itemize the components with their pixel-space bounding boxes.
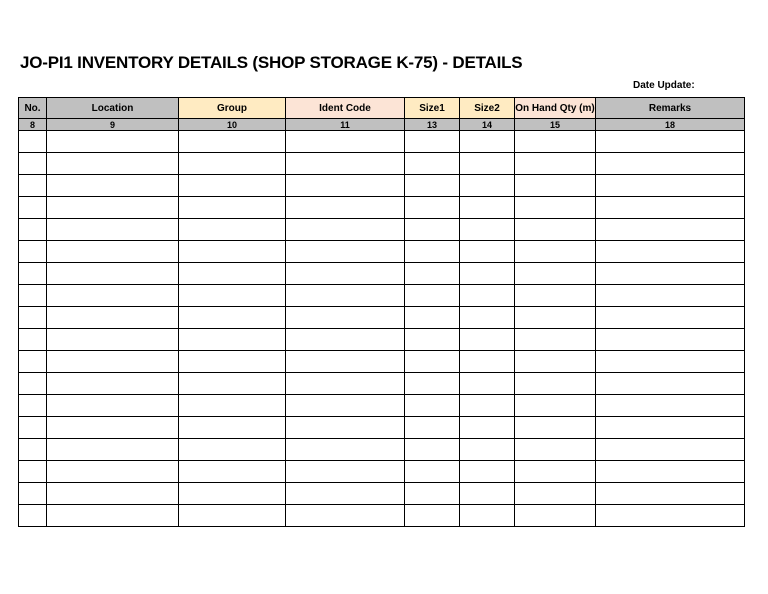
- table-row: [19, 197, 745, 219]
- table-cell: [515, 483, 596, 505]
- table-cell: [47, 197, 179, 219]
- table-cell: [19, 197, 47, 219]
- table-cell: [460, 483, 515, 505]
- table-row: [19, 131, 745, 153]
- table-cell: [286, 219, 405, 241]
- table-row: [19, 153, 745, 175]
- table-cell: [19, 263, 47, 285]
- table-cell: [460, 153, 515, 175]
- table-cell: [179, 373, 286, 395]
- table-cell: [460, 417, 515, 439]
- table-cell: [405, 483, 460, 505]
- column-header-on-hand-qty: On Hand Qty (m): [515, 98, 596, 119]
- table-row: [19, 505, 745, 527]
- table-body: [19, 131, 745, 527]
- table-cell: [515, 417, 596, 439]
- table-cell: [515, 219, 596, 241]
- table-cell: [286, 175, 405, 197]
- column-number-row: [19, 119, 745, 131]
- table-cell: [286, 483, 405, 505]
- table-cell: [286, 439, 405, 461]
- table-cell: [286, 329, 405, 351]
- table-row: [19, 373, 745, 395]
- table-cell: [286, 241, 405, 263]
- table-cell: [19, 439, 47, 461]
- table-cell: [47, 461, 179, 483]
- table-cell: [286, 285, 405, 307]
- header-row: [19, 98, 745, 119]
- table-cell: [47, 395, 179, 417]
- column-number-group: 10: [179, 119, 286, 131]
- table-cell: [596, 285, 745, 307]
- table-row: [19, 417, 745, 439]
- table-cell: [405, 263, 460, 285]
- table-cell: [286, 461, 405, 483]
- column-number-remarks: 18: [596, 119, 745, 131]
- table-cell: [179, 461, 286, 483]
- page-title: JO-PI1 INVENTORY DETAILS (SHOP STORAGE K-75) - DETAILS: [20, 53, 523, 72]
- table-cell: [405, 175, 460, 197]
- table-cell: [405, 285, 460, 307]
- date-update-label: Date Update:: [633, 80, 695, 91]
- table-cell: [596, 417, 745, 439]
- table-cell: [47, 483, 179, 505]
- table-cell: [19, 395, 47, 417]
- table-cell: [460, 285, 515, 307]
- column-number-size2: 14: [460, 119, 515, 131]
- table-cell: [460, 197, 515, 219]
- column-number-location: 9: [47, 119, 179, 131]
- table-cell: [515, 307, 596, 329]
- table-cell: [405, 395, 460, 417]
- table-cell: [596, 175, 745, 197]
- table-cell: [47, 351, 179, 373]
- table-cell: [47, 131, 179, 153]
- table-cell: [596, 483, 745, 505]
- table-cell: [460, 395, 515, 417]
- table-cell: [460, 131, 515, 153]
- table-cell: [460, 241, 515, 263]
- table-cell: [179, 505, 286, 527]
- column-number-size1: 13: [405, 119, 460, 131]
- table-cell: [286, 197, 405, 219]
- table-cell: [405, 461, 460, 483]
- table-cell: [405, 439, 460, 461]
- table-cell: [19, 285, 47, 307]
- table-cell: [515, 153, 596, 175]
- table-cell: [179, 395, 286, 417]
- table-cell: [19, 241, 47, 263]
- table-cell: [596, 351, 745, 373]
- table-cell: [47, 219, 179, 241]
- table-cell: [460, 351, 515, 373]
- table-cell: [179, 307, 286, 329]
- table-cell: [47, 263, 179, 285]
- table-cell: [460, 461, 515, 483]
- column-header-group: Group: [179, 98, 286, 119]
- table-cell: [179, 483, 286, 505]
- table-cell: [286, 263, 405, 285]
- table-cell: [515, 285, 596, 307]
- table-cell: [515, 197, 596, 219]
- table-cell: [47, 329, 179, 351]
- table-row: [19, 241, 745, 263]
- table-cell: [179, 417, 286, 439]
- table-cell: [286, 505, 405, 527]
- table-cell: [286, 153, 405, 175]
- table-cell: [515, 175, 596, 197]
- table-cell: [19, 461, 47, 483]
- table-cell: [286, 307, 405, 329]
- table-cell: [405, 307, 460, 329]
- table-row: [19, 329, 745, 351]
- table-cell: [515, 505, 596, 527]
- table-cell: [460, 329, 515, 351]
- table-cell: [405, 329, 460, 351]
- table-cell: [596, 197, 745, 219]
- table-cell: [405, 373, 460, 395]
- table-cell: [47, 373, 179, 395]
- table-cell: [405, 219, 460, 241]
- table-cell: [460, 219, 515, 241]
- table-cell: [596, 263, 745, 285]
- table-cell: [515, 131, 596, 153]
- table-row: [19, 461, 745, 483]
- table-cell: [596, 131, 745, 153]
- table-cell: [19, 329, 47, 351]
- table-cell: [47, 439, 179, 461]
- table-cell: [596, 219, 745, 241]
- table-cell: [515, 461, 596, 483]
- inventory-table: [18, 97, 745, 527]
- table-cell: [19, 483, 47, 505]
- table-cell: [515, 395, 596, 417]
- table-cell: [179, 153, 286, 175]
- table-cell: [596, 461, 745, 483]
- table-cell: [179, 439, 286, 461]
- table-cell: [286, 131, 405, 153]
- table-cell: [515, 329, 596, 351]
- table-cell: [19, 351, 47, 373]
- table-cell: [179, 285, 286, 307]
- table-cell: [405, 197, 460, 219]
- table-cell: [47, 153, 179, 175]
- table-cell: [179, 175, 286, 197]
- table-cell: [179, 131, 286, 153]
- table-cell: [47, 241, 179, 263]
- table-cell: [179, 329, 286, 351]
- table-row: [19, 263, 745, 285]
- table-cell: [47, 505, 179, 527]
- table-cell: [179, 219, 286, 241]
- table-cell: [47, 417, 179, 439]
- table-cell: [460, 439, 515, 461]
- column-header-ident-code: Ident Code: [286, 98, 405, 119]
- table-cell: [596, 153, 745, 175]
- table-row: [19, 307, 745, 329]
- table-cell: [460, 373, 515, 395]
- table-cell: [460, 505, 515, 527]
- column-header-size1: Size1: [405, 98, 460, 119]
- table-cell: [405, 131, 460, 153]
- table-row: [19, 351, 745, 373]
- table-cell: [405, 241, 460, 263]
- table-cell: [515, 373, 596, 395]
- table-cell: [179, 263, 286, 285]
- table-row: [19, 285, 745, 307]
- table-cell: [515, 241, 596, 263]
- table-row: [19, 219, 745, 241]
- table-cell: [47, 285, 179, 307]
- table-cell: [596, 373, 745, 395]
- table-cell: [179, 197, 286, 219]
- table-cell: [515, 439, 596, 461]
- column-header-location: Location: [47, 98, 179, 119]
- table-cell: [19, 131, 47, 153]
- table-cell: [596, 329, 745, 351]
- column-number-ident-code: 11: [286, 119, 405, 131]
- table-cell: [19, 417, 47, 439]
- table-cell: [596, 307, 745, 329]
- table-cell: [179, 351, 286, 373]
- table-row: [19, 439, 745, 461]
- table-cell: [286, 417, 405, 439]
- table-cell: [286, 373, 405, 395]
- table-cell: [405, 505, 460, 527]
- table-row: [19, 483, 745, 505]
- table-cell: [460, 307, 515, 329]
- table-row: [19, 175, 745, 197]
- table-cell: [405, 351, 460, 373]
- column-header-size2: Size2: [460, 98, 515, 119]
- column-number-no: 8: [19, 119, 47, 131]
- table-cell: [460, 263, 515, 285]
- table-cell: [596, 439, 745, 461]
- table-cell: [47, 307, 179, 329]
- table-cell: [19, 505, 47, 527]
- table-cell: [515, 263, 596, 285]
- table-cell: [286, 395, 405, 417]
- table-cell: [19, 307, 47, 329]
- table-cell: [47, 175, 179, 197]
- table-cell: [515, 351, 596, 373]
- table-cell: [405, 417, 460, 439]
- column-number-on-hand-qty: 15: [515, 119, 596, 131]
- table-row: [19, 395, 745, 417]
- table-cell: [179, 241, 286, 263]
- table-cell: [596, 241, 745, 263]
- table-cell: [19, 373, 47, 395]
- table-cell: [19, 153, 47, 175]
- column-header-no: No.: [19, 98, 47, 119]
- table-cell: [286, 351, 405, 373]
- table-cell: [19, 175, 47, 197]
- table-cell: [405, 153, 460, 175]
- table-cell: [596, 505, 745, 527]
- table-cell: [19, 219, 47, 241]
- table-cell: [460, 175, 515, 197]
- column-header-remarks: Remarks: [596, 98, 745, 119]
- table-cell: [596, 395, 745, 417]
